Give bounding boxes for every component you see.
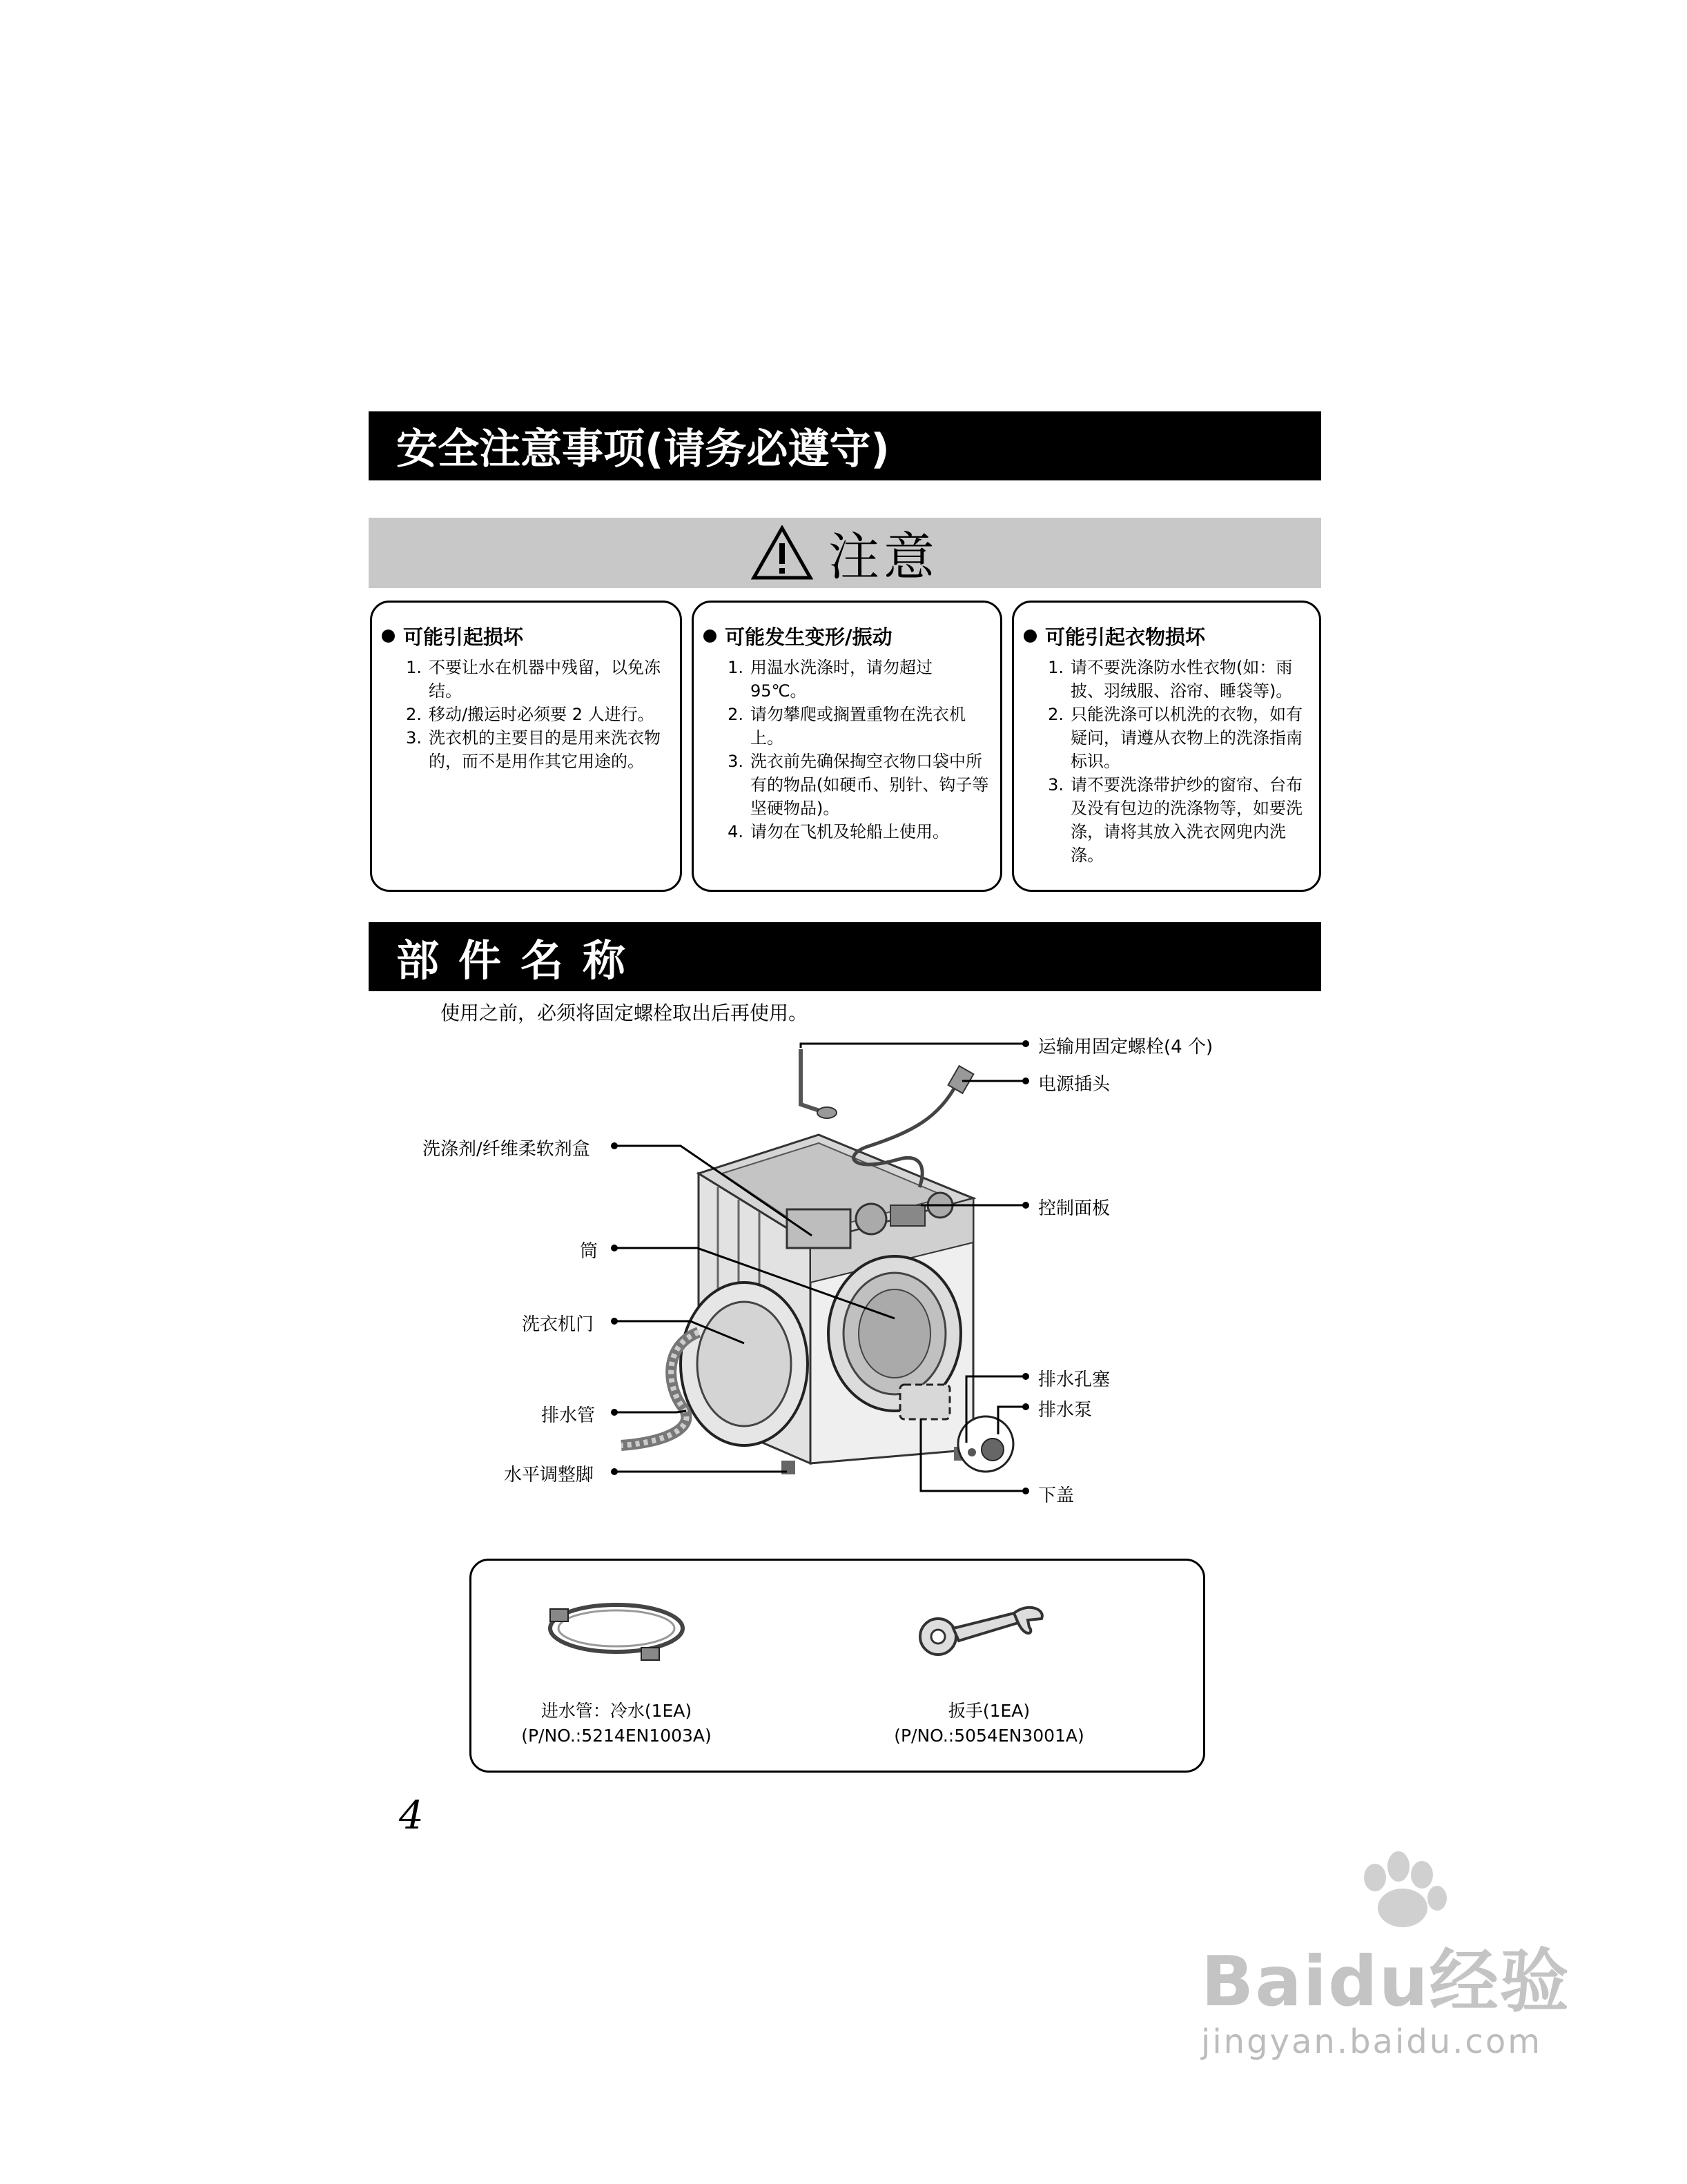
label-drain-pump: 排水泵 xyxy=(1038,1400,1093,1421)
item-text: 请勿攀爬或搁置重物在洗衣机上。 xyxy=(750,705,966,748)
caution-box-heading-text: 可能引起衣物损坏 xyxy=(1045,625,1206,649)
label-drum: 筒 xyxy=(580,1241,598,1262)
label-drain-hose: 排水管 xyxy=(541,1405,596,1426)
drum xyxy=(859,1289,930,1378)
accessory-inlet-hose xyxy=(499,1699,734,1748)
accessory-wrench xyxy=(872,1699,1106,1748)
item-text: 请不要洗涤带护纱的窗帘、台布及没有包边的洗涤物等，如要洗涤，请将其放入洗衣网兜内洗涤。 xyxy=(1071,775,1303,865)
caution-box-heading-text: 可能引起损坏 xyxy=(403,625,524,649)
label-drain-plug: 排水孔塞 xyxy=(1038,1369,1111,1390)
section-title-safety-text: 安全注意事项(请务必遵守) xyxy=(396,425,890,474)
label-transport-bolts: 运输用固定螺栓(4 个) xyxy=(1038,1037,1213,1057)
item-number: 3. xyxy=(1048,775,1064,794)
label-door: 洗衣机门 xyxy=(522,1314,594,1335)
bolt xyxy=(801,1049,826,1113)
inlet-hose-icon xyxy=(540,1588,692,1671)
item-number: 2. xyxy=(1048,705,1064,724)
accessories-box xyxy=(469,1559,1205,1773)
item-text: 请不要洗涤防水性衣物(如：雨披、羽绒服、浴帘、睡袋等)。 xyxy=(1071,658,1293,701)
item-number: 3. xyxy=(406,728,422,748)
label-control-panel: 控制面板 xyxy=(1038,1198,1111,1219)
caution-box-heading-text: 可能发生变形/振动 xyxy=(725,625,893,649)
caution-title: 注意 xyxy=(828,527,939,587)
label-power-plug: 电源插头 xyxy=(1038,1074,1111,1095)
item-number: 2. xyxy=(406,705,422,724)
item-text: 洗衣前先确保掏空衣物口袋中所有的物品(如硬币、别针、钩子等坚硬物品)。 xyxy=(750,752,989,818)
lower-cover xyxy=(900,1385,950,1419)
accessory-part-number: (P/NO.:5054EN3001A) xyxy=(894,1726,1084,1746)
intro-text: 使用之前，必须将固定螺栓取出后再使用。 xyxy=(440,1002,808,1024)
watermark-url: jingyan.baidu.com xyxy=(1201,2022,1542,2061)
label-lower-cover: 下盖 xyxy=(1038,1485,1075,1506)
accessory-part-number: (P/NO.:5214EN1003A) xyxy=(521,1726,712,1746)
accessory-name: 扳手(1EA) xyxy=(948,1701,1031,1721)
item-number: 1. xyxy=(406,658,422,677)
watermark-brand-part2: du xyxy=(1327,1941,1430,2022)
item-number: 1. xyxy=(728,658,743,677)
item-number: 4. xyxy=(728,822,743,841)
item-text: 请勿在飞机及轮船上使用。 xyxy=(750,822,949,841)
section-title-parts-text: 部件名称 xyxy=(396,935,645,986)
detergent-drawer xyxy=(787,1209,850,1248)
label-detergent-box: 洗涤剂/纤维柔软剂盒 xyxy=(422,1139,590,1160)
watermark-brand-part1: Bai xyxy=(1201,1941,1328,2022)
watermark-brand-cn: 经验 xyxy=(1429,1941,1570,2022)
item-number: 1. xyxy=(1048,658,1064,677)
item-text: 只能洗涤可以机洗的衣物，如有疑问，请遵从衣物上的洗涤指南标识。 xyxy=(1071,705,1303,771)
wrench-icon xyxy=(910,1595,1049,1664)
item-number: 3. xyxy=(728,752,743,771)
page-number: 4 xyxy=(399,1793,424,1838)
item-number: 2. xyxy=(728,705,743,724)
item-text: 移动/搬运时必须要 2 人进行。 xyxy=(429,705,654,724)
item-text: 不要让水在机器中残留，以免冻结。 xyxy=(429,658,661,701)
control-dial xyxy=(856,1204,886,1234)
label-leveling-foot: 水平调整脚 xyxy=(504,1465,594,1485)
item-text: 用温水洗涤时，请勿超过 95℃。 xyxy=(750,658,933,701)
accessory-name: 进水管：冷水(1EA) xyxy=(540,1701,692,1721)
item-text: 洗衣机的主要目的是用来洗衣物的，而不是用作其它用途的。 xyxy=(429,728,661,771)
watermark-brand xyxy=(1201,1926,1570,2025)
